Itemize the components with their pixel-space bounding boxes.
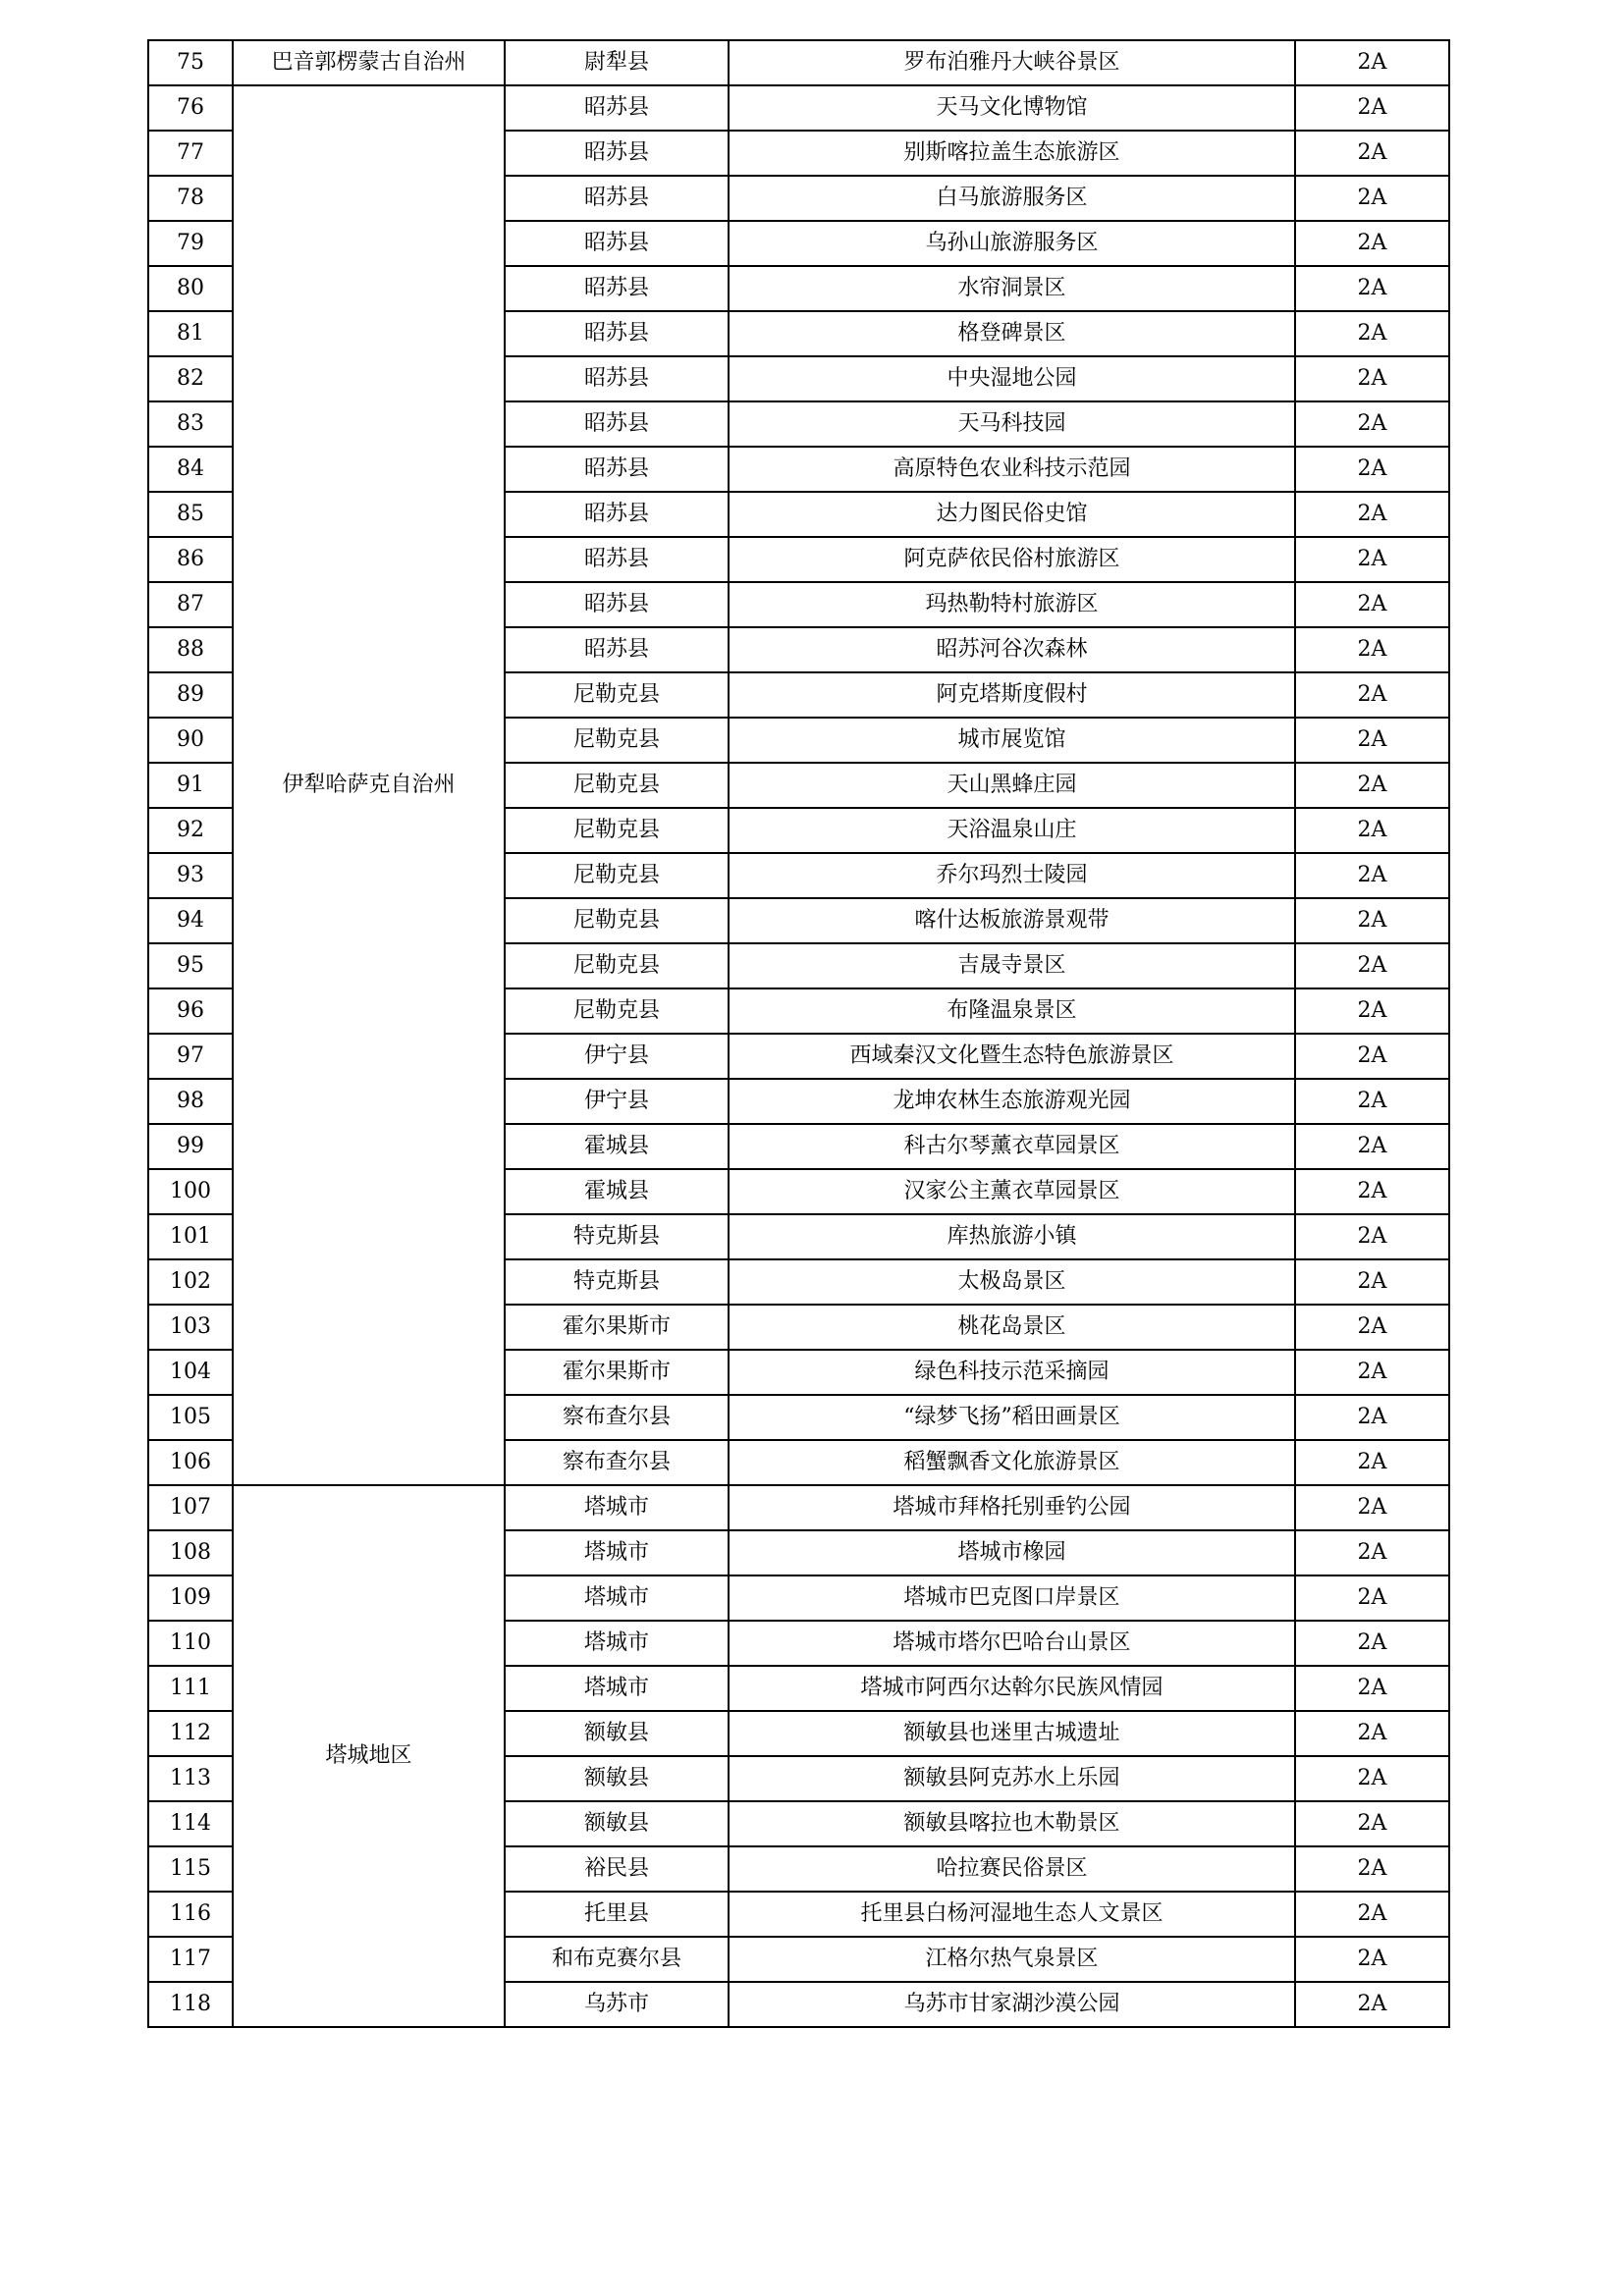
county-cell: 昭苏县 [505,85,729,131]
scenic-name-cell: 绿色科技示范采摘园 [729,1350,1295,1395]
scenic-name-cell: 天浴温泉山庄 [729,808,1295,853]
county-cell: 霍城县 [505,1124,729,1169]
row-number: 88 [148,627,233,672]
scenic-name-cell: 塔城市塔尔巴哈台山景区 [729,1621,1295,1666]
row-number: 75 [148,40,233,85]
row-number: 87 [148,582,233,627]
level-cell: 2A [1295,1711,1449,1756]
row-number: 91 [148,763,233,808]
row-number: 84 [148,447,233,492]
scenic-name-cell: 西域秦汉文化暨生态特色旅游景区 [729,1034,1295,1079]
scenic-name-cell: 水帘洞景区 [729,266,1295,311]
level-cell: 2A [1295,1440,1449,1485]
level-cell: 2A [1295,1305,1449,1350]
level-cell: 2A [1295,988,1449,1034]
row-number: 78 [148,176,233,221]
county-cell: 特克斯县 [505,1214,729,1259]
county-cell: 尼勒克县 [505,898,729,943]
row-number: 85 [148,492,233,537]
scenic-name-cell: 塔城市巴克图口岸景区 [729,1575,1295,1621]
scenic-name-cell: 布隆温泉景区 [729,988,1295,1034]
scenic-name-cell: 玛热勒特村旅游区 [729,582,1295,627]
level-cell: 2A [1295,582,1449,627]
scenic-name-cell: 塔城市拜格托别垂钓公园 [729,1485,1295,1530]
level-cell: 2A [1295,718,1449,763]
level-cell: 2A [1295,131,1449,176]
level-cell: 2A [1295,1169,1449,1214]
county-cell: 昭苏县 [505,492,729,537]
scenic-name-cell: 江格尔热气泉景区 [729,1937,1295,1982]
scenic-name-cell: 桃花岛景区 [729,1305,1295,1350]
county-cell: 尼勒克县 [505,988,729,1034]
scenic-name-cell: 高原特色农业科技示范园 [729,447,1295,492]
county-cell: 乌苏市 [505,1982,729,2027]
scenic-name-cell: 太极岛景区 [729,1259,1295,1305]
row-number: 116 [148,1892,233,1937]
scenic-name-cell: 塔城市阿西尔达斡尔民族风情园 [729,1666,1295,1711]
row-number: 80 [148,266,233,311]
row-number: 97 [148,1034,233,1079]
level-cell: 2A [1295,1937,1449,1982]
level-cell: 2A [1295,1259,1449,1305]
row-number: 106 [148,1440,233,1485]
scenic-name-cell: 城市展览馆 [729,718,1295,763]
county-cell: 昭苏县 [505,176,729,221]
region-cell: 伊犁哈萨克自治州 [233,85,505,1485]
level-cell: 2A [1295,1485,1449,1530]
level-cell: 2A [1295,1756,1449,1801]
level-cell: 2A [1295,853,1449,898]
scenic-name-cell: 达力图民俗史馆 [729,492,1295,537]
scenic-name-cell: 库热旅游小镇 [729,1214,1295,1259]
level-cell: 2A [1295,627,1449,672]
county-cell: 霍尔果斯市 [505,1350,729,1395]
county-cell: 尉犁县 [505,40,729,85]
county-cell: 尼勒克县 [505,672,729,718]
level-cell: 2A [1295,1350,1449,1395]
scenic-name-cell: 哈拉赛民俗景区 [729,1846,1295,1892]
level-cell: 2A [1295,1801,1449,1846]
row-number: 94 [148,898,233,943]
row-number: 104 [148,1350,233,1395]
row-number: 90 [148,718,233,763]
row-number: 117 [148,1937,233,1982]
row-number: 81 [148,311,233,356]
row-number: 113 [148,1756,233,1801]
scenic-name-cell: 喀什达板旅游景观带 [729,898,1295,943]
scenic-name-cell: 昭苏河谷次森林 [729,627,1295,672]
scenic-name-cell: 额敏县喀拉也木勒景区 [729,1801,1295,1846]
county-cell: 塔城市 [505,1485,729,1530]
scenic-name-cell: 额敏县阿克苏水上乐园 [729,1756,1295,1801]
level-cell: 2A [1295,176,1449,221]
level-cell: 2A [1295,1621,1449,1666]
county-cell: 额敏县 [505,1756,729,1801]
row-number: 79 [148,221,233,266]
row-number: 100 [148,1169,233,1214]
scenic-name-cell: 天马文化博物馆 [729,85,1295,131]
row-number: 108 [148,1530,233,1575]
scenic-name-cell: 乔尔玛烈士陵园 [729,853,1295,898]
level-cell: 2A [1295,1982,1449,2027]
county-cell: 尼勒克县 [505,853,729,898]
level-cell: 2A [1295,266,1449,311]
scenic-name-cell: 托里县白杨河湿地生态人文景区 [729,1892,1295,1937]
row-number: 99 [148,1124,233,1169]
row-number: 111 [148,1666,233,1711]
scenic-name-cell: 稻蟹飘香文化旅游景区 [729,1440,1295,1485]
scenic-name-cell: 天马科技园 [729,401,1295,447]
scenic-name-cell: 额敏县也迷里古城遗址 [729,1711,1295,1756]
level-cell: 2A [1295,1034,1449,1079]
level-cell: 2A [1295,492,1449,537]
county-cell: 昭苏县 [505,131,729,176]
level-cell: 2A [1295,356,1449,401]
row-number: 102 [148,1259,233,1305]
level-cell: 2A [1295,1666,1449,1711]
level-cell: 2A [1295,85,1449,131]
level-cell: 2A [1295,1214,1449,1259]
county-cell: 昭苏县 [505,221,729,266]
row-number: 98 [148,1079,233,1124]
table-row [148,85,1449,131]
county-cell: 额敏县 [505,1801,729,1846]
table-row [148,1485,1449,1530]
county-cell: 霍城县 [505,1169,729,1214]
level-cell: 2A [1295,447,1449,492]
level-cell: 2A [1295,943,1449,988]
scenic-name-cell: 乌孙山旅游服务区 [729,221,1295,266]
county-cell: 和布克赛尔县 [505,1937,729,1982]
county-cell: 裕民县 [505,1846,729,1892]
row-number: 77 [148,131,233,176]
level-cell: 2A [1295,672,1449,718]
scenic-name-cell: 别斯喀拉盖生态旅游区 [729,131,1295,176]
scenic-name-cell: 白马旅游服务区 [729,176,1295,221]
row-number: 76 [148,85,233,131]
county-cell: 昭苏县 [505,401,729,447]
level-cell: 2A [1295,1892,1449,1937]
table-row [148,40,1449,85]
level-cell: 2A [1295,1846,1449,1892]
level-cell: 2A [1295,763,1449,808]
scenic-name-cell: 阿克塔斯度假村 [729,672,1295,718]
row-number: 105 [148,1395,233,1440]
county-cell: 特克斯县 [505,1259,729,1305]
county-cell: 霍尔果斯市 [505,1305,729,1350]
county-cell: 塔城市 [505,1666,729,1711]
scenic-name-cell: “绿梦飞扬”稻田画景区 [729,1395,1295,1440]
row-number: 103 [148,1305,233,1350]
county-cell: 尼勒克县 [505,943,729,988]
scenic-name-cell: 格登碑景区 [729,311,1295,356]
level-cell: 2A [1295,221,1449,266]
level-cell: 2A [1295,1530,1449,1575]
county-cell: 昭苏县 [505,447,729,492]
scenic-area-table [147,39,1450,2028]
row-number: 101 [148,1214,233,1259]
table-body [148,40,1449,2027]
county-cell: 伊宁县 [505,1079,729,1124]
level-cell: 2A [1295,1124,1449,1169]
scenic-name-cell: 吉晟寺景区 [729,943,1295,988]
row-number: 95 [148,943,233,988]
scenic-name-cell: 龙坤农林生态旅游观光园 [729,1079,1295,1124]
level-cell: 2A [1295,537,1449,582]
row-number: 86 [148,537,233,582]
level-cell: 2A [1295,40,1449,85]
county-cell: 察布查尔县 [505,1395,729,1440]
county-cell: 尼勒克县 [505,763,729,808]
county-cell: 察布查尔县 [505,1440,729,1485]
row-number: 92 [148,808,233,853]
scenic-name-cell: 乌苏市甘家湖沙漠公园 [729,1982,1295,2027]
county-cell: 昭苏县 [505,266,729,311]
row-number: 93 [148,853,233,898]
level-cell: 2A [1295,898,1449,943]
region-cell: 塔城地区 [233,1485,505,2027]
scenic-name-cell: 汉家公主薰衣草园景区 [729,1169,1295,1214]
scenic-name-cell: 阿克萨依民俗村旅游区 [729,537,1295,582]
scenic-name-cell: 天山黑蜂庄园 [729,763,1295,808]
county-cell: 昭苏县 [505,627,729,672]
county-cell: 昭苏县 [505,311,729,356]
row-number: 112 [148,1711,233,1756]
county-cell: 塔城市 [505,1530,729,1575]
county-cell: 昭苏县 [505,356,729,401]
row-number: 109 [148,1575,233,1621]
level-cell: 2A [1295,1079,1449,1124]
row-number: 118 [148,1982,233,2027]
row-number: 89 [148,672,233,718]
row-number: 115 [148,1846,233,1892]
scenic-name-cell: 中央湿地公园 [729,356,1295,401]
county-cell: 塔城市 [505,1575,729,1621]
scenic-name-cell: 塔城市橡园 [729,1530,1295,1575]
county-cell: 尼勒克县 [505,718,729,763]
row-number: 107 [148,1485,233,1530]
row-number: 110 [148,1621,233,1666]
level-cell: 2A [1295,311,1449,356]
county-cell: 额敏县 [505,1711,729,1756]
level-cell: 2A [1295,1395,1449,1440]
county-cell: 伊宁县 [505,1034,729,1079]
scenic-name-cell: 科古尔琴薰衣草园景区 [729,1124,1295,1169]
level-cell: 2A [1295,1575,1449,1621]
region-cell: 巴音郭楞蒙古自治州 [233,40,505,85]
county-cell: 尼勒克县 [505,808,729,853]
level-cell: 2A [1295,808,1449,853]
row-number: 96 [148,988,233,1034]
level-cell: 2A [1295,401,1449,447]
row-number: 82 [148,356,233,401]
county-cell: 昭苏县 [505,582,729,627]
county-cell: 托里县 [505,1892,729,1937]
county-cell: 昭苏县 [505,537,729,582]
county-cell: 塔城市 [505,1621,729,1666]
row-number: 114 [148,1801,233,1846]
scenic-name-cell: 罗布泊雅丹大峡谷景区 [729,40,1295,85]
row-number: 83 [148,401,233,447]
